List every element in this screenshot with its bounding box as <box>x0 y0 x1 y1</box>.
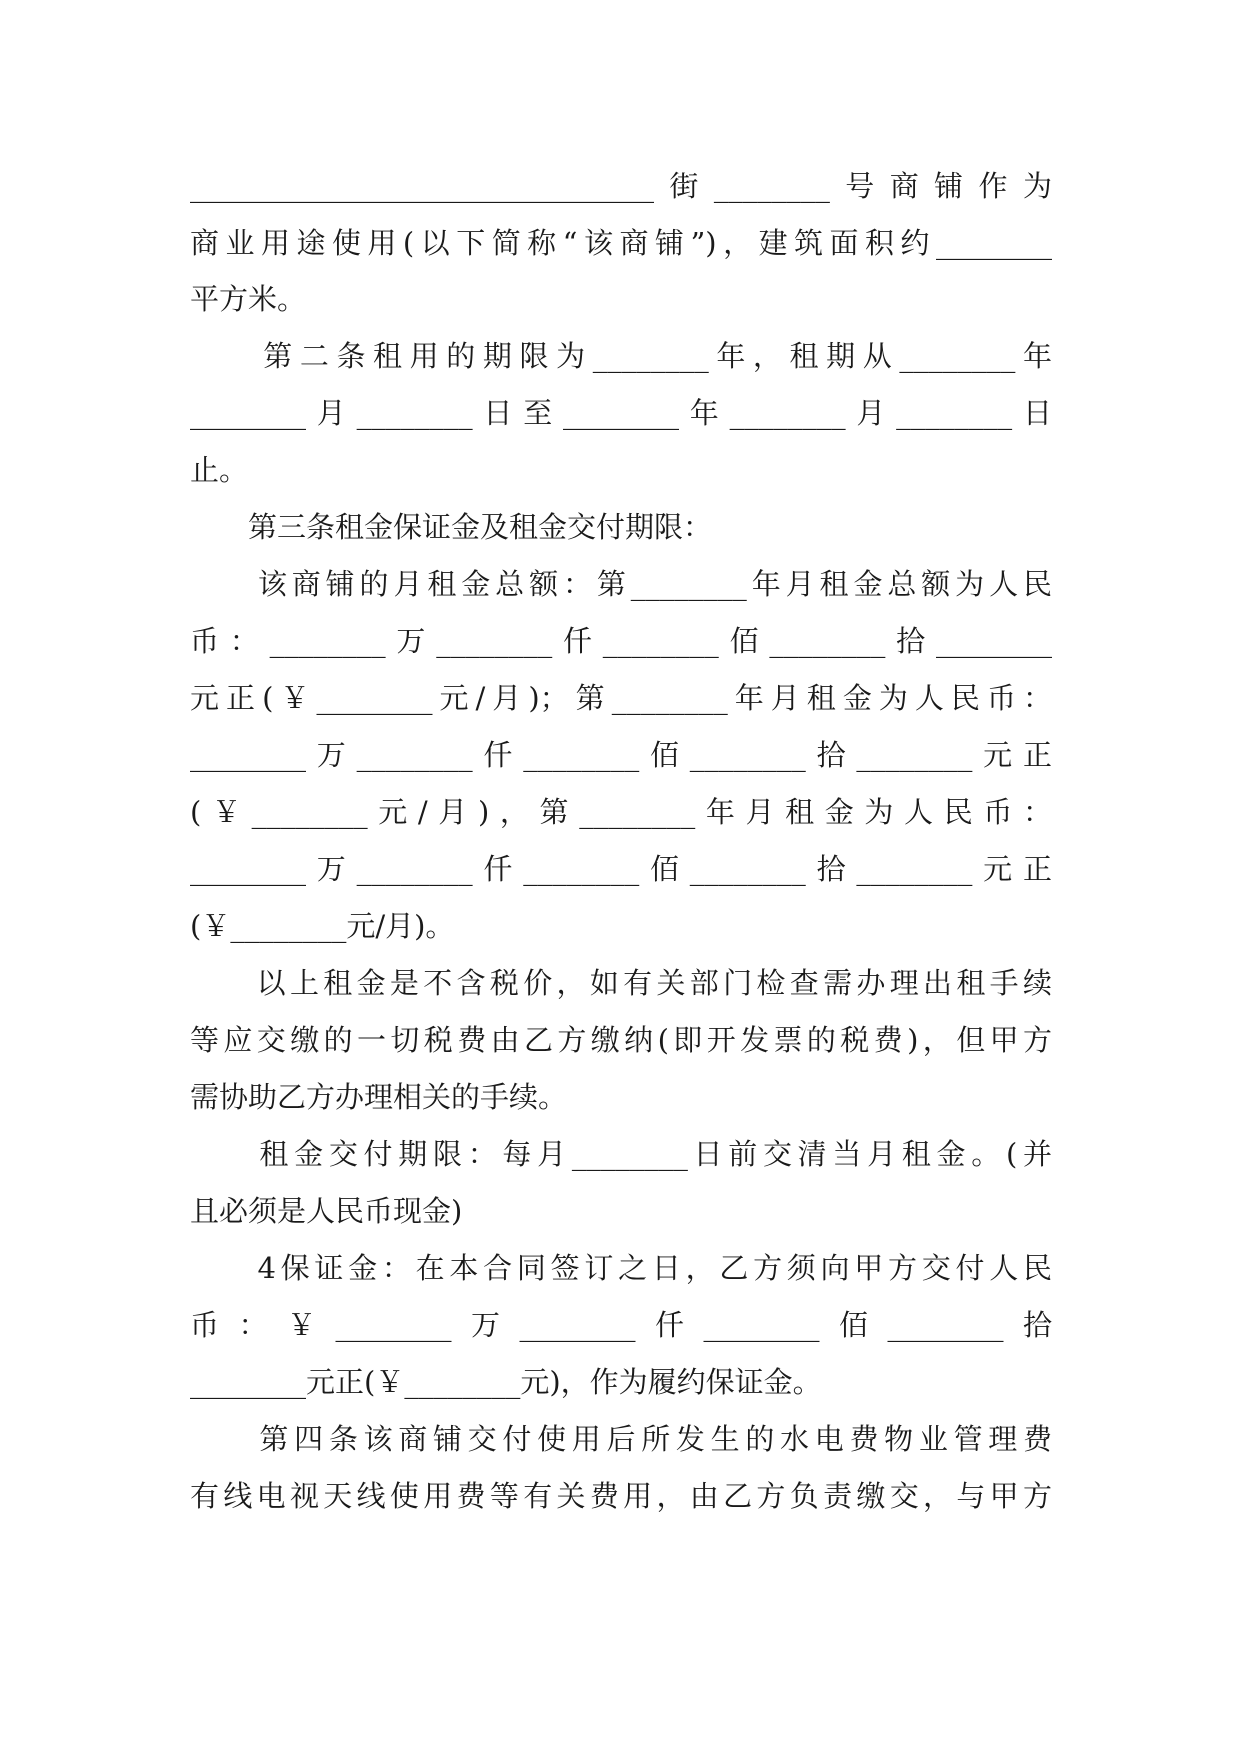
text-line: 该商铺的月租金总额：第________年月租金总额为人民 <box>190 567 1052 601</box>
text-line: 第三条租金保证金及租金交付期限： <box>190 510 713 544</box>
text-line: ________万________仟________佰________拾________元正 <box>190 738 1052 772</box>
text-line: 元正(￥________元/月)；第________年月租金为人民币： <box>190 681 1052 715</box>
text-line: 租金交付期限：每月________日前交清当月租金。(并 <box>190 1137 1052 1171</box>
text-line: 止。 <box>190 453 249 487</box>
text-line: 且必须是人民币现金) <box>190 1194 463 1228</box>
text-line: (￥________元/月)，第________年月租金为人民币： <box>190 795 1052 829</box>
text-line: ________万________仟________佰________拾________元正 <box>190 852 1052 886</box>
text-line: 等应交缴的一切税费由乙方缴纳(即开发票的税费)，但甲方 <box>190 1023 1052 1057</box>
text-line: 币：________万________仟________佰________拾________ <box>190 624 1052 658</box>
text-line: 有线电视天线使用费等有关费用，由乙方负责缴交，与甲方 <box>190 1479 1052 1513</box>
text-line: 商业用途使用(以下简称“该商铺”)，建筑面积约________ <box>190 226 1052 260</box>
text-line: ________月________日至________年________月________日 <box>190 396 1052 430</box>
text-line: 以上租金是不含税价，如有关部门检查需办理出租手续 <box>190 966 1052 1000</box>
text-line: 4保证金：在本合同签订之日，乙方须向甲方交付人民 <box>190 1251 1052 1285</box>
text-line: 第二条租用的期限为________年，租期从________年 <box>190 339 1052 373</box>
text-line: ________元正(￥________元)，作为履约保证金。 <box>190 1365 822 1399</box>
text-line: (￥________元/月)。 <box>190 909 455 943</box>
text-line: ________________________________街________号商铺作为 <box>190 169 1052 203</box>
text-line: 币：￥________万________仟________佰________拾 <box>190 1308 1052 1342</box>
text-line: 第四条该商铺交付使用后所发生的水电费物业管理费 <box>190 1422 1052 1456</box>
text-line: 需协助乙方办理相关的手续。 <box>190 1080 568 1114</box>
text-line: 平方米。 <box>190 282 307 316</box>
